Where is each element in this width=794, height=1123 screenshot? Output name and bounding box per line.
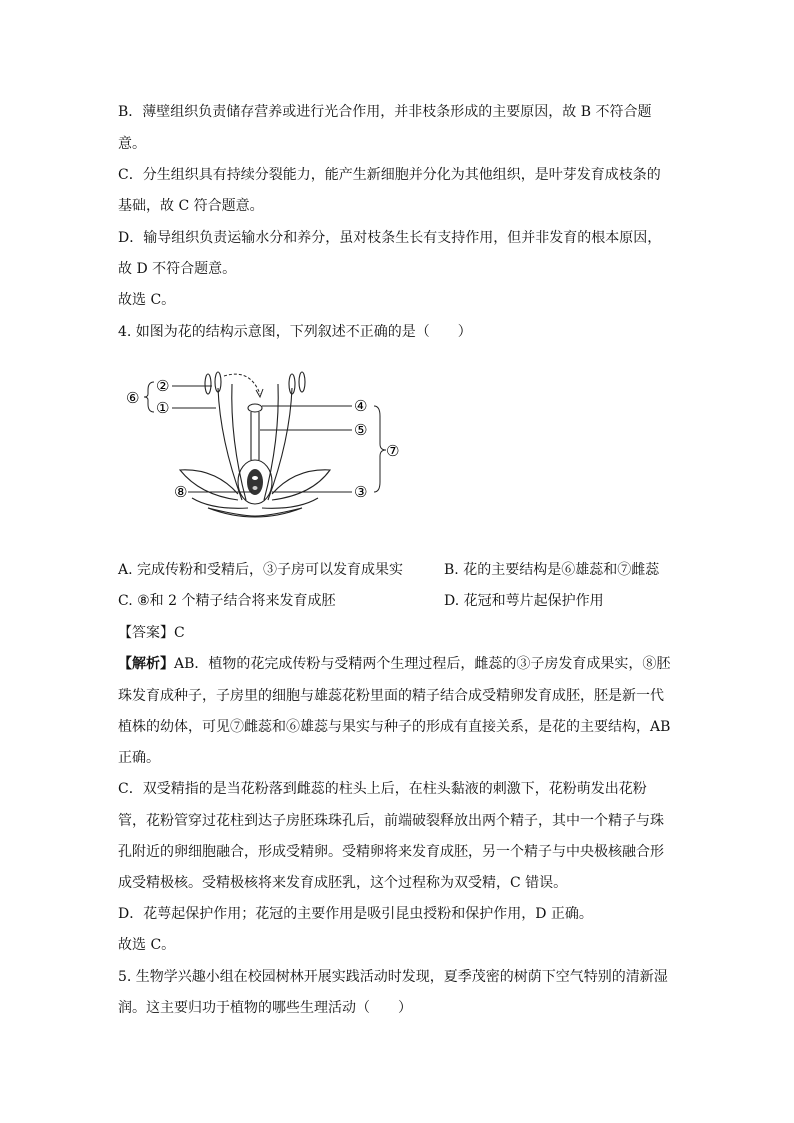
text-line-b1: B．薄壁组织负责储存营养或进行光合作用，并非枝条形成的主要原因，故 B 不符合题 <box>118 104 652 120</box>
label-5: ⑤ <box>354 421 368 439</box>
label-1: ① <box>156 399 170 417</box>
sepal-right <box>272 470 330 500</box>
option-b: B. 花的主要结构是⑥雄蕊和⑦雌蕊 <box>444 562 660 578</box>
question-5-stem-2: 润。这主要归功于植物的哪些生理活动（ ） <box>118 1000 412 1016</box>
filament-left-2 <box>232 384 246 500</box>
analysis-line-7: 孔附近的卵细胞融合，形成受精卵。受精卵将来发育成胚，另一个精子与中央极核融合形 <box>118 844 664 860</box>
text-line-conclusion: 故选 C。 <box>118 292 176 308</box>
analysis-line-9: D．花萼起保护作用；花冠的主要作用是吸引昆虫授粉和保护作用，D 正确。 <box>118 906 593 922</box>
option-d: D. 花冠和萼片起保护作用 <box>444 593 604 609</box>
sepal-left-lower <box>192 498 248 508</box>
label-2: ② <box>156 377 170 395</box>
analysis-line-4: 正确。 <box>118 750 160 766</box>
brace-7 <box>374 406 386 492</box>
style <box>251 412 259 460</box>
stigma <box>248 404 262 412</box>
sepal-left <box>180 470 238 500</box>
analysis-line-3: 植株的幼体，可见⑦雌蕊和⑥雄蕊与果实与种子的形成有直接关系，是花的主要结构，AB <box>118 719 671 735</box>
analysis-line-1 <box>118 654 670 674</box>
anther-left-1 <box>205 374 211 394</box>
sepal-right-lower <box>262 498 318 508</box>
analysis-line-6: 管，花粉管穿过花柱到达子房胚珠珠孔后，前端破裂释放出两个精子，其中一个精子与珠 <box>118 813 664 829</box>
question-4-stem: 4. 如图为花的结构示意图，下列叙述不正确的是（ ） <box>118 324 472 340</box>
question-5-stem-1: 5. 生物学兴趣小组在校园树林开展实践活动时发现，夏季茂密的树荫下空气特别的清新湿 <box>118 969 668 985</box>
label-8: ⑧ <box>174 483 188 501</box>
text-line-c1: C．分生组织具有持续分裂能力，能产生新细胞并分化为其他组织，是叶芽发育成枝条的 <box>118 167 661 183</box>
ovule <box>247 469 263 495</box>
anther-right-2 <box>299 372 305 392</box>
analysis-line-2: 珠发育成种子，子房里的细胞与雄蕊花粉里面的精子结合成受精卵发育成胚，胚是新一代 <box>118 688 664 704</box>
analysis-line-8: 成受精极核。受精极核将来发育成胚乳，这个过程称为双受精，C 错误。 <box>118 875 568 891</box>
flower-structure-diagram <box>120 370 410 530</box>
analysis-conclusion: 故选 C。 <box>118 937 176 953</box>
option-a: A. 完成传粉和受精后，③子房可以发育成果实 <box>118 562 404 578</box>
label-7: ⑦ <box>386 442 400 460</box>
label-6: ⑥ <box>126 389 140 407</box>
label-4: ④ <box>354 397 368 415</box>
text-line-c2: 基础，故 C 符合题意。 <box>118 198 264 214</box>
text-line-b2: 意。 <box>118 136 146 152</box>
text-line-d1: D．输导组织负责运输水分和养分，虽对枝条生长有支持作用，但并非发育的根本原因， <box>118 230 662 246</box>
answer: 【答案】C <box>118 625 185 641</box>
brace-6 <box>144 382 154 412</box>
option-c: C. ⑧和 2 个精子结合将来发育成胚 <box>118 593 336 609</box>
pollination-arrow <box>224 374 260 394</box>
filament-right-2 <box>264 384 278 500</box>
analysis-line-5: C．双受精指的是当花粉落到雌蕊的柱头上后，在柱头黏液的刺激下，花粉萌发出花粉 <box>118 781 647 797</box>
receptacle <box>208 508 302 517</box>
text-line-d2: 故 D 不符合题意。 <box>118 261 237 277</box>
label-3: ③ <box>354 483 368 501</box>
analysis-text: AB．植物的花完成传粉与受精两个生理过程后，雌蕊的③子房发育成果实，⑧胚 <box>174 656 671 672</box>
analysis-label: 【解析】 <box>118 656 174 672</box>
